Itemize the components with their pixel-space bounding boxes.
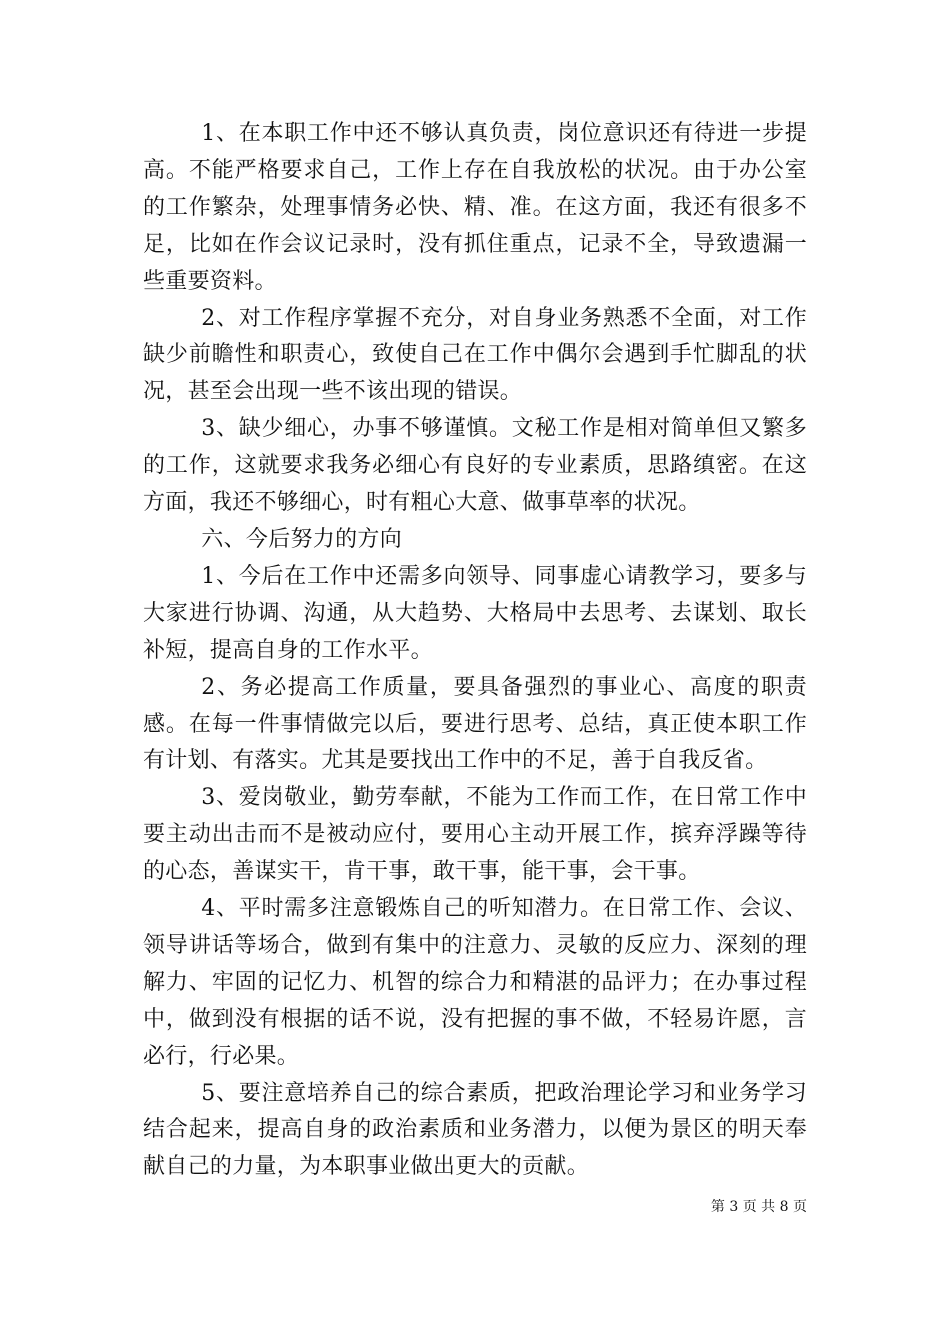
page-number-footer: 第 3 页 共 8 页: [710, 1199, 807, 1215]
paragraph-direction-1: 1、今后在工作中还需多向领导、同事虚心请教学习，要多与大家进行协调、沟通，从大趋势、大格局中去思考、去谋划、取长补短，提高自身的工作水平。: [143, 563, 807, 663]
paragraph-problem-2: 2、对工作程序掌握不充分，对自身业务熟悉不全面，对工作缺少前瞻性和职责心，致使自己在工作中偶尔会遇到手忙脚乱的状况，甚至会出现一些不该出现的错误。: [143, 305, 807, 405]
paragraph-direction-2: 2、务必提高工作质量，要具备强烈的事业心、高度的职责感。在每一件事情做完以后，要进行思考、总结，真正使本职工作有计划、有落实。尤其是要找出工作中的不足，善于自我反省。: [143, 674, 807, 774]
paragraph-direction-5: 5、要注意培养自己的综合素质，把政治理论学习和业务学习结合起来，提高自身的政治素质和业务潜力，以便为景区的明天奉献自己的力量，为本职事业做出更大的贡献。: [143, 1080, 807, 1180]
paragraph-problem-3: 3、缺少细心，办事不够谨慎。文秘工作是相对简单但又繁多的工作，这就要求我务必细心有良好的专业素质，思路缜密。在这方面，我还不够细心，时有粗心大意、做事草率的状况。: [143, 416, 807, 516]
paragraph-problem-1: 1、在本职工作中还不够认真负责，岗位意识还有待进一步提高。不能严格要求自己，工作上存在自我放松的状况。由于办公室的工作繁杂，处理事情务必快、精、准。在这方面，我还有很多不足，比如在作会议记录时，没有抓住重点，记录不全，导致遗漏一些重要资料。: [143, 121, 807, 294]
section-heading: 六、今后努力的方向: [201, 526, 402, 552]
document-body: [143, 116, 807, 1186]
paragraph-direction-4: 4、平时需多注意锻炼自己的听知潜力。在日常工作、会议、领导讲话等场合，做到有集中的注意力、灵敏的反应力、深刻的理解力、牢固的记忆力、机智的综合力和精湛的品评力；在办事过程中，做到没有根据的话不说，没有把握的事不做，不轻易许愿，言必行，行必果。: [143, 896, 807, 1069]
paragraph-direction-3: 3、爱岗敬业，勤劳奉献，不能为工作而工作，在日常工作中要主动出击而不是被动应付，要用心主动开展工作，摈弃浮躁等待的心态，善谋实干，肯干事，敢干事，能干事，会干事。: [143, 785, 807, 885]
